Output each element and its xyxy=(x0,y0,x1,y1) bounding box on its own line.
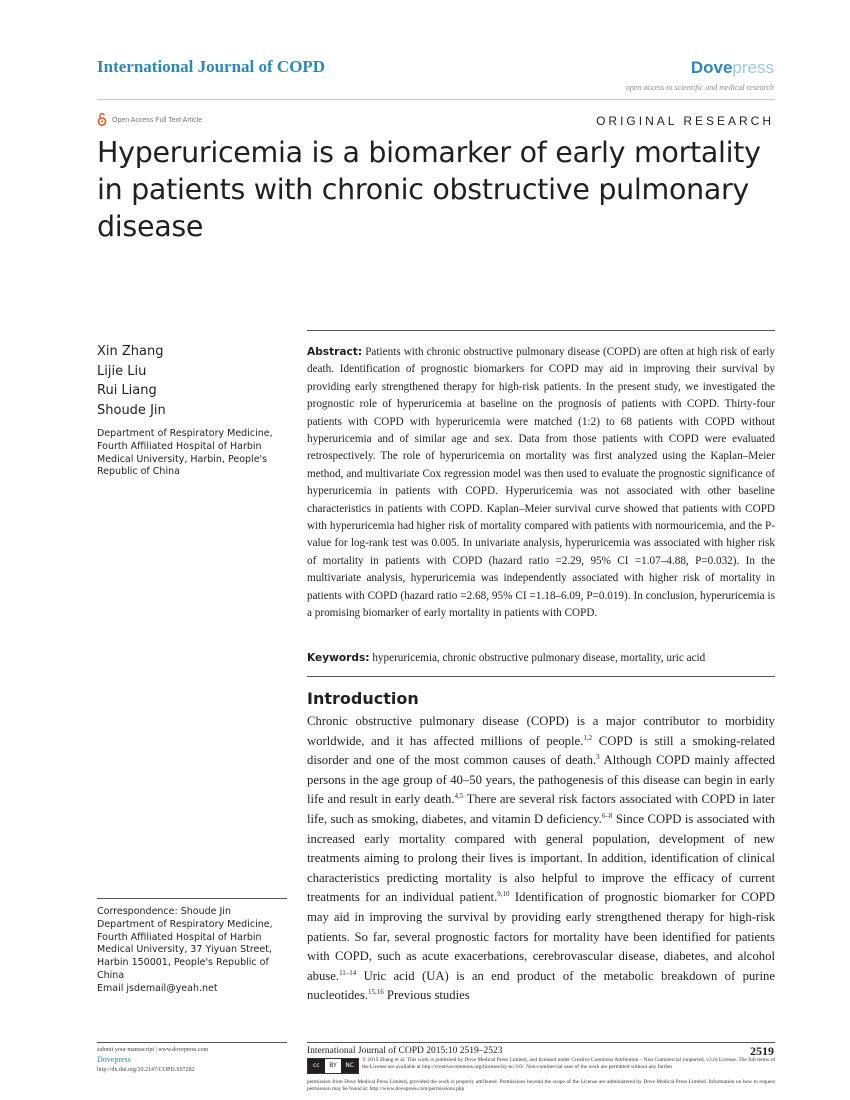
reference[interactable]: 9,10 xyxy=(497,890,510,899)
keywords-label: Keywords: xyxy=(307,652,370,664)
cc-icon: cc xyxy=(308,1059,325,1073)
introduction-body xyxy=(307,712,775,1006)
sentence: There are several risk factors associated with COPD in later life, such as smoking, diabetes, and vitamin D deficiency. xyxy=(307,792,775,826)
correspondence xyxy=(97,906,292,996)
reference[interactable]: 1,2 xyxy=(583,733,593,742)
logo-main: Dove xyxy=(690,58,733,77)
author: Xin Zhang xyxy=(97,344,164,359)
license-text: © 2015 Zhang et al. This work is published by Dove Medical Press Limited, and licensed under Creative Commons Attribution – Non Commercial (unported, v3.0) License. The full terms of the License are available at http://creativecommons.org/licenses/by-nc/3.0/. Non-commercial uses of the work are permitted without any further xyxy=(362,1057,775,1071)
abstract-text: Patients with chronic obstructive pulmonary disease (COPD) are often at high risk of early death. Identification of prognostic biomarkers for COPD may aid in improving their survival by providing early strengthened therapy for high-risk patients. In the present study, we investigated the prognostic role of hyperuricemia at baseline on the prognosis of patients with COPD. Thirty-four patients with COPD with hyperuricemia were matched (1:2) to 68 patients with COPD without hyperuricemia and of similar age and sex. Data from those patients with COPD were evaluated retrospectively. The role of hyperuricemia on mortality was first analyzed using the Kaplan–Meier method, and multivariate Cox regression model was then used to evaluate the prognostic significance of hyperuricemia in patients with COPD. Hyperuricemia was not associated with other baseline characteristics in patients with COPD. Kaplan–Meier survival curve showed that patients with COPD with hyperuricemia had higher risk of mortality compared with patients with normouricemia, and the P-value for log-rank test was 0.005. In univariate analysis, hyperuricemia was associated with higher risk of mortality in patients with COPD (hazard ratio =2.29, 95% CI =1.07–4.88, P=0.032). In the multivariate analysis, hyperuricemia was independently associated with higher risk of mortality in patients with COPD (hazard ratio =2.68, 95% CI =1.18–6.09, P=0.019). In conclusion, hyperuricemia is a promising biomarker of early mortality in patients with COPD. xyxy=(307,346,775,620)
sentence: Since COPD is associated with increased early mortality compared with general population, development of new treatments aiming to prolong their lives is important. In addition, identification of clinical characteristics predicting mortality is also helpful to improve the efficacy of current treatments for an individual patient. xyxy=(307,811,775,905)
by-icon: BY xyxy=(329,1062,337,1069)
journal-name[interactable]: International Journal of COPD xyxy=(97,57,326,76)
correspondence-label: Correspondence: Shoude Jin xyxy=(97,906,231,917)
header-divider xyxy=(97,99,775,100)
reference[interactable]: 15,16 xyxy=(367,988,384,997)
section-heading: Introduction xyxy=(307,689,419,708)
publisher-tagline: open access to scientific and medical research xyxy=(625,83,774,92)
keywords-text: hyperuricemia, chronic obstructive pulmonary disease, mortality, uric acid xyxy=(372,652,706,664)
footer-divider-right xyxy=(307,1042,775,1043)
sentence: COPD is still a smoking-related disorder and one of the most common causes of death. xyxy=(307,733,776,768)
affiliation: Department of Respiratory Medicine, Fourth Affiliated Hospital of Harbin Medical University, Harbin, People's Republic of China xyxy=(97,428,273,478)
correspondence-email[interactable]: Email jsdemail@yeah.net xyxy=(97,982,218,994)
doi-link[interactable]: http://dx.doi.org/10.2147/COPD.S97282 xyxy=(97,1067,195,1073)
sentence: Although COPD mainly affected persons in the age group of 40–50 years, the pathogenesis of this disease can begin in early life and result in early death. xyxy=(307,753,775,807)
author-list xyxy=(97,342,166,420)
correspondence-address: Department of Respiratory Medicine, Fourth Affiliated Hospital of Harbin Medical University, 37 Yiyuan Street, Harbin 150001, People's Republic of China xyxy=(97,918,273,981)
logo-suffix: press xyxy=(732,58,774,77)
footer-divider-left xyxy=(97,1042,287,1043)
author: Shoude Jin xyxy=(97,402,166,418)
footer-dovepress[interactable]: Dovepress xyxy=(97,1055,131,1064)
open-access-lock-icon xyxy=(97,112,107,128)
open-access-label xyxy=(97,112,202,128)
open-access-text: Open Access Full Text Article xyxy=(112,116,203,124)
abstract-divider xyxy=(307,330,775,331)
submit-link[interactable]: submit your manuscript | www.dovepress.com xyxy=(97,1047,209,1053)
footer-left xyxy=(97,1045,208,1075)
dovepress-logo[interactable] xyxy=(691,58,774,78)
nc-icon: NC xyxy=(341,1059,358,1073)
footer-citation: International Journal of COPD 2015:10 2519–2523 xyxy=(307,1046,503,1056)
sentence: Chronic obstructive pulmonary disease (COPD) is a major contributor to morbidity worldwide, and it has affected millions of people. xyxy=(307,714,775,748)
sentence: Identification of prognostic biomarker for COPD may aid in improving the survival by providing early strengthened therapy for high-risk patients. So far, several prognostic factors for mortality have been identified for patients with COPD, such as acute exacerbations, cerebrovascular disease, diabetes, and alcohol abuse. xyxy=(307,890,775,983)
reference[interactable]: 6–8 xyxy=(601,811,613,820)
correspondence-divider xyxy=(97,898,287,899)
abstract-label: Abstract: xyxy=(307,346,363,358)
abstract xyxy=(307,344,775,623)
article-title: Hyperuricemia is a biomarker of early mortality in patients with chronic obstructive pulmonary disease xyxy=(97,136,761,243)
article-type: ORIGINAL RESEARCH xyxy=(596,114,774,128)
author: Lijie Liu xyxy=(97,363,147,379)
keywords-divider xyxy=(307,676,775,677)
sentence: Uric acid (UA) is an end product of the metabolic breakdown of purine nucleotides. xyxy=(307,968,775,1003)
keywords xyxy=(307,650,775,667)
cc-license-badge[interactable] xyxy=(307,1058,359,1074)
sentence: Previous studies xyxy=(383,988,470,1003)
license-text-continued: permission from Dove Medical Press Limited, provided the work is properly attributed. Permissions beyond the scope of the License are administered by Dove Medical Press Limited. Information on how to request permission may be found at: http://www.dovepress.com/permissions.php xyxy=(307,1079,775,1093)
reference[interactable]: 4,5 xyxy=(454,792,464,801)
page-number: 2519 xyxy=(750,1044,774,1058)
reference[interactable]: 11–14 xyxy=(339,968,357,977)
author: Rui Liang xyxy=(97,383,157,398)
reference[interactable]: 3 xyxy=(596,752,600,761)
